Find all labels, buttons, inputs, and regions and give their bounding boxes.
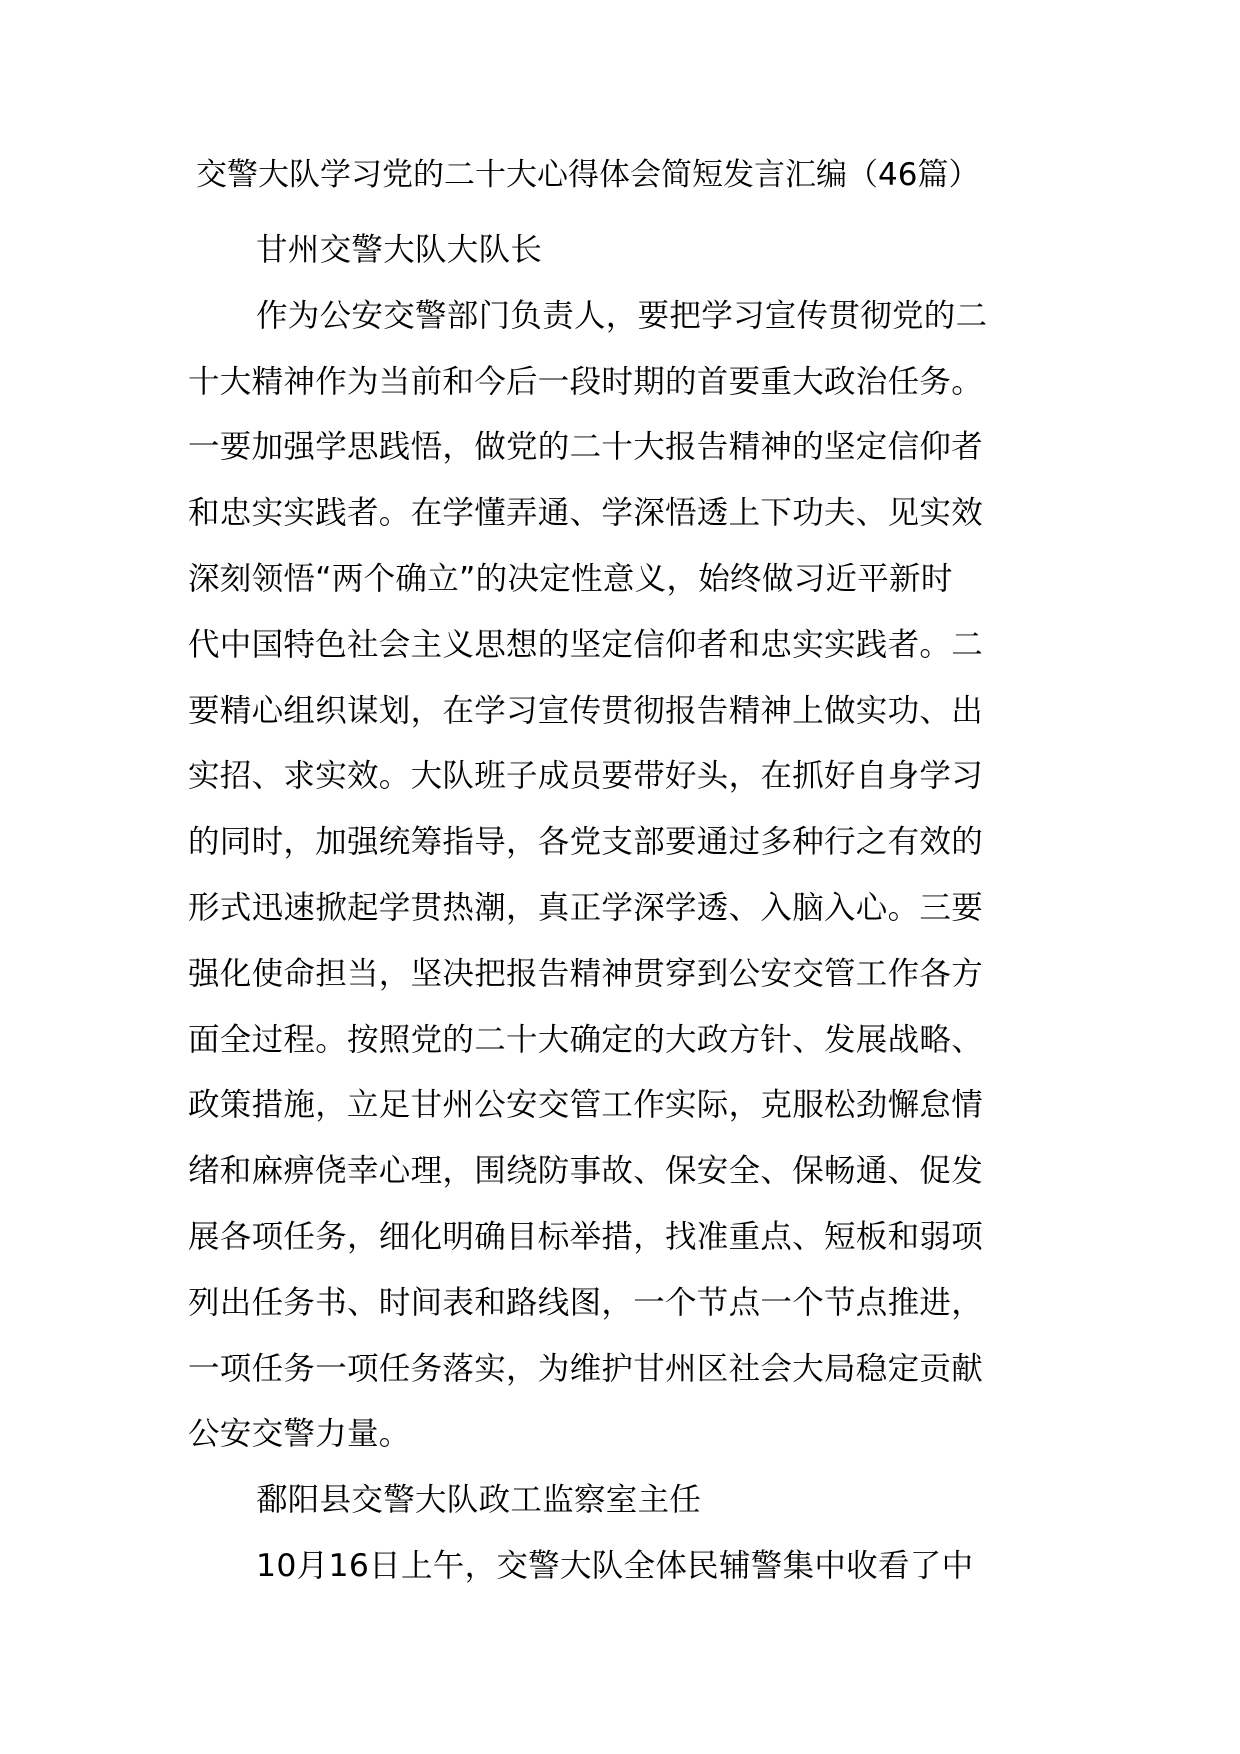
paragraph-line: 深刻领悟“两个确立”的决定性意义，始终做习近平新时 (188, 560, 953, 597)
paragraph-line: 一项任务一项任务落实，为维护甘州区社会大局稳定贡献 (188, 1350, 984, 1387)
paragraph-line: 绪和麻痹侥幸心理，围绕防事故、保安全、保畅通、促发 (188, 1153, 984, 1190)
section-author: 甘州交警大队大队长 (256, 232, 543, 268)
paragraph-line: 形式迅速掀起学贯热潮，真正学深学透、入脑入心。三要 (188, 889, 984, 926)
paragraph-line: 面全过程。按照党的二十大确定的大政方针、发展战略、 (188, 1021, 984, 1058)
paragraph-line: 政策措施，立足甘州公安交管工作实际，克服松劲懈怠情 (188, 1087, 984, 1124)
paragraph-line: 实招、求实效。大队班子成员要带好头，在抓好自身学习 (188, 758, 984, 795)
paragraph-line: 一要加强学思践悟，做党的二十大报告精神的坚定信仰者 (188, 429, 984, 466)
paragraph-line: 要精心组织谋划，在学习宣传贯彻报告精神上做实功、出 (188, 692, 984, 729)
paragraph-line: 列出任务书、时间表和路线图，一个节点一个节点推进， (188, 1284, 984, 1321)
paragraph-line: 作为公安交警部门负责人，要把学习宣传贯彻党的二 (256, 297, 988, 334)
paragraph-line: 公安交警力量。 (188, 1416, 411, 1453)
paragraph-line: 十大精神作为当前和今后一段时期的首要重大政治任务。 (188, 363, 984, 400)
document-title: 交警大队学习党的二十大心得体会简短发言汇编（46篇） (196, 157, 980, 193)
paragraph-line: 代中国特色社会主义思想的坚定信仰者和忠实实践者。二 (188, 626, 984, 663)
paragraph-line: 展各项任务，细化明确目标举措，找准重点、短板和弱项 (188, 1218, 984, 1255)
paragraph-line: 的同时，加强统筹指导，各党支部要通过多种行之有效的 (188, 824, 984, 861)
paragraph-line: 10月16日上午，交警大队全体民辅警集中收看了中 (256, 1547, 974, 1584)
paragraph-line: 强化使命担当，坚决把报告精神贯穿到公安交管工作各方 (188, 955, 984, 992)
document-body (188, 218, 1054, 1600)
section-author: 鄱阳县交警大队政工监察室主任 (256, 1482, 702, 1519)
paragraph-line: 和忠实实践者。在学懂弄通、学深悟透上下功夫、见实效 (188, 495, 984, 532)
